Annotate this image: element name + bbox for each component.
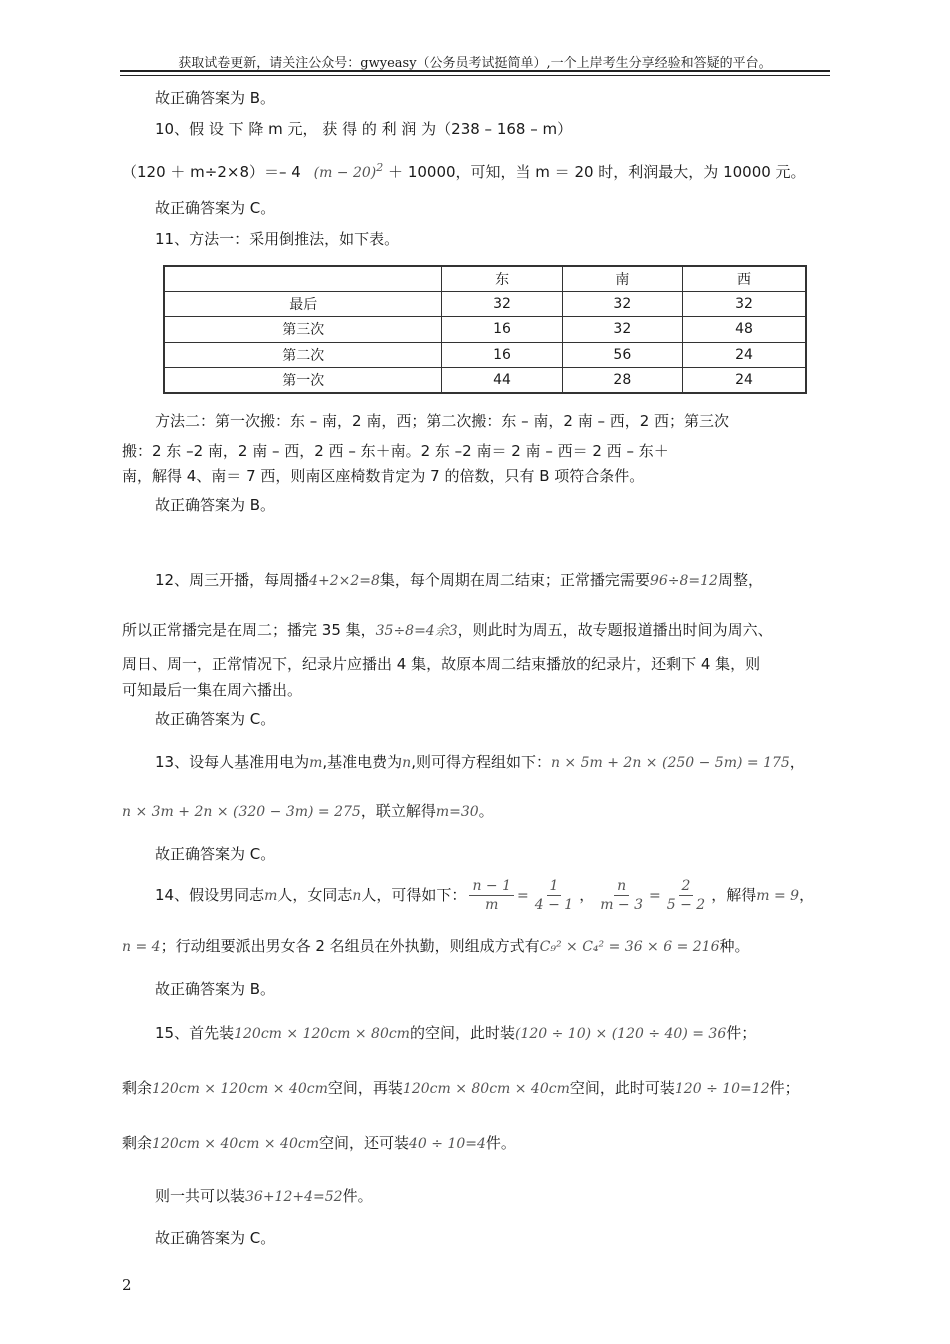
q14-text: ，: [579, 886, 595, 904]
q14-line-1: [155, 873, 814, 918]
answer-line: 故正确答案为 C。: [155, 845, 276, 863]
q10-exponent: 2: [376, 161, 384, 174]
q15-math: 120cm × 40cm × 40cm: [152, 1136, 319, 1152]
q14-solution-n: n = 4: [122, 939, 161, 955]
fraction-numerator: n − 1: [469, 877, 514, 896]
q15-text: 空间，还可装: [318, 1134, 409, 1152]
q13-equation-1: n × 5m + 2n × (250 − 5m) = 175: [550, 755, 790, 771]
table-row: [164, 367, 806, 393]
q12-math-1: 4+2×2=8: [309, 573, 380, 589]
q14-text: 14、假设男同志: [155, 886, 265, 904]
table-header-cell: 东: [442, 266, 562, 292]
q15-text: 则一共可以装: [155, 1187, 246, 1205]
table-cell: 16: [442, 342, 562, 367]
table-cell: 44: [442, 367, 562, 393]
q14-text: ；行动组要派出男女各 2 名组员在外执勤，则组成方式有: [160, 937, 540, 955]
q13-math-n: n: [402, 755, 412, 771]
answer-line: 故正确答案为 C。: [155, 1229, 276, 1247]
table-cell: 32: [442, 292, 562, 317]
q10-math: (m − 20): [313, 165, 377, 181]
answer-line: 故正确答案为 B。: [155, 496, 276, 514]
q15-text: 剩余: [122, 1079, 153, 1097]
table-cell: 第二次: [164, 342, 442, 367]
table-cell: 32: [682, 292, 806, 317]
q15-math: 120cm × 80cm × 40cm: [402, 1081, 570, 1097]
q15-text: 15、首先装: [155, 1024, 235, 1042]
q15-math: 120 ÷ 10=12: [674, 1081, 770, 1097]
q13-text: ,基准电费为: [322, 753, 403, 771]
table-row: [164, 342, 806, 367]
table-cell: 第三次: [164, 317, 442, 342]
q14-text: 种。: [719, 937, 750, 955]
q13-text: 13、设每人基准用电为: [155, 753, 310, 771]
q13-text: 。: [478, 802, 494, 820]
fraction-denominator: 5 − 2: [666, 897, 706, 913]
q11-method2-line-3: 南，解得 4、南＝ 7 西，则南区座椅数肯定为 7 的倍数，只有 B 项符合条件。: [122, 467, 645, 485]
answer-line: 故正确答案为 B。: [155, 89, 276, 107]
fraction-numerator: 1: [547, 877, 562, 896]
table-cell: 最后: [164, 292, 442, 317]
fraction: [532, 877, 576, 914]
q15-text: 空间，再装: [327, 1079, 403, 1097]
q12-line-1: [155, 570, 763, 591]
q15-text: 件。: [485, 1134, 516, 1152]
q10-text-b: ＋ 10000，可知，当 m ＝ 20 时，利润最大，为 10000 元。: [388, 163, 806, 181]
q13-equation-2: n × 3m + 2n × (320 − 3m) = 275: [122, 804, 361, 820]
q15-math: (120 ÷ 10) × (120 ÷ 40) = 36: [514, 1026, 727, 1042]
q12-math-3: 35÷8=4余3: [375, 623, 458, 639]
q15-text: 件；: [726, 1024, 757, 1042]
table-header-row: [164, 266, 806, 292]
q10-text-a: （120 ＋ m÷2×8）＝– 4: [122, 163, 301, 181]
q12-line-3: 周日、周一，正常情况下，纪录片应播出 4 集，故原本周二结束播放的纪录片，还剩下 4 集，则: [122, 655, 761, 673]
q15-line-2: [122, 1078, 800, 1099]
q15-math: 36+12+4=52: [245, 1189, 343, 1205]
q13-math-m: m: [309, 755, 323, 771]
table-cell: 56: [562, 342, 682, 367]
fraction-denominator: 4 − 1: [534, 897, 574, 913]
fraction-denominator: m: [485, 897, 499, 913]
q11-method2-line-1: 方法二：第一次搬：东 – 南，2 南，西；第二次搬：东 – 南，2 南 – 西，2 西；第三次: [155, 412, 730, 430]
q14-text: 人，女同志: [277, 886, 353, 904]
table-header-cell: 南: [562, 266, 682, 292]
q15-line-3: [122, 1133, 516, 1154]
answer-line: 故正确答案为 C。: [155, 199, 276, 217]
q10-line-2: [122, 158, 806, 183]
q12-line-4: 可知最后一集在周六播出。: [122, 681, 303, 699]
q12-math-2: 96÷8=12: [649, 573, 718, 589]
q10-line-1: 10、假 设 下 降 m 元， 获 得 的 利 润 为（238 – 168 – m）: [155, 120, 573, 138]
q14-text: ，: [799, 886, 815, 904]
q15-line-1: [155, 1023, 756, 1044]
q14-text: 人，可得如下：: [361, 886, 467, 904]
q12-text: 12、周三开播，每周播: [155, 571, 310, 589]
table-row: [164, 317, 806, 342]
q14-solution-m: m = 9: [756, 888, 800, 904]
q15-math: 120cm × 120cm × 80cm: [234, 1026, 410, 1042]
table-cell: 48: [682, 317, 806, 342]
table-header-cell: 西: [682, 266, 806, 292]
q15-text: 件；: [769, 1079, 800, 1097]
q14-combination: C₉² × C₄² = 36 × 6 = 216: [539, 939, 720, 955]
table-row: [164, 292, 806, 317]
table-cell: 32: [562, 317, 682, 342]
q12-line-2: [122, 620, 773, 641]
fraction-denominator: m − 3: [600, 897, 644, 913]
q15-math: 40 ÷ 10=4: [409, 1136, 486, 1152]
fraction: [664, 877, 708, 914]
fraction: [469, 877, 514, 914]
q12-text: ，则此时为周五，故专题报道播出时间为周六、: [457, 621, 773, 639]
table-cell: 24: [682, 367, 806, 393]
q15-math: 120cm × 120cm × 40cm: [152, 1081, 328, 1097]
q14-math-n: n: [352, 888, 362, 904]
answer-line: 故正确答案为 B。: [155, 980, 276, 998]
q15-text: 的空间，此时装: [409, 1024, 515, 1042]
moving-table: [163, 265, 807, 394]
q11-method2-line-2: 搬：2 东 –2 南，2 南 – 西，2 西 – 东＋南。2 东 –2 南＝ 2 南 – 西＝ 2 西 – 东＋: [122, 442, 669, 460]
table-cell: 第一次: [164, 367, 442, 393]
q13-text: ，: [789, 753, 805, 771]
answer-line: 故正确答案为 C。: [155, 710, 276, 728]
fraction-numerator: n: [614, 877, 629, 896]
table-cell: 24: [682, 342, 806, 367]
q13-line-2: [122, 801, 494, 822]
q15-text: 剩余: [122, 1134, 153, 1152]
q15-line-4: [155, 1186, 373, 1207]
q15-text: 空间，此时可装: [569, 1079, 675, 1097]
q14-math-m: m: [264, 888, 278, 904]
q12-text: 所以正常播完是在周二；播完 35 集，: [122, 621, 376, 639]
table-cell: 16: [442, 317, 562, 342]
q12-text: 周整，: [717, 571, 763, 589]
q13-text: ,则可得方程组如下：: [411, 753, 551, 771]
table-header-cell: [164, 266, 442, 292]
equals-sign: =: [649, 888, 661, 904]
q14-text: ，解得: [711, 886, 757, 904]
q12-text: 集，每个周期在周二结束；正常播完需要: [379, 571, 650, 589]
header-rule-thin: [120, 75, 830, 76]
q15-text: 件。: [342, 1187, 373, 1205]
q13-line-1: [155, 752, 805, 773]
table-cell: 28: [562, 367, 682, 393]
q13-solution: m=30: [435, 804, 479, 820]
q11-intro: 11、方法一：采用倒推法，如下表。: [155, 230, 400, 248]
fraction: [597, 877, 646, 914]
q13-text: ，联立解得: [360, 802, 436, 820]
table-cell: 32: [562, 292, 682, 317]
equals-sign: =: [517, 888, 529, 904]
header-rule-thick: [120, 70, 830, 72]
fraction-numerator: 2: [679, 877, 694, 896]
q14-line-2: [122, 936, 750, 957]
page-header: 获取试卷更新，请关注公众号：gwyeasy（公务员考试挺简单）,一个上岸考生分享经验和答疑的平台。: [178, 56, 772, 71]
page-number: 2: [122, 1276, 132, 1294]
